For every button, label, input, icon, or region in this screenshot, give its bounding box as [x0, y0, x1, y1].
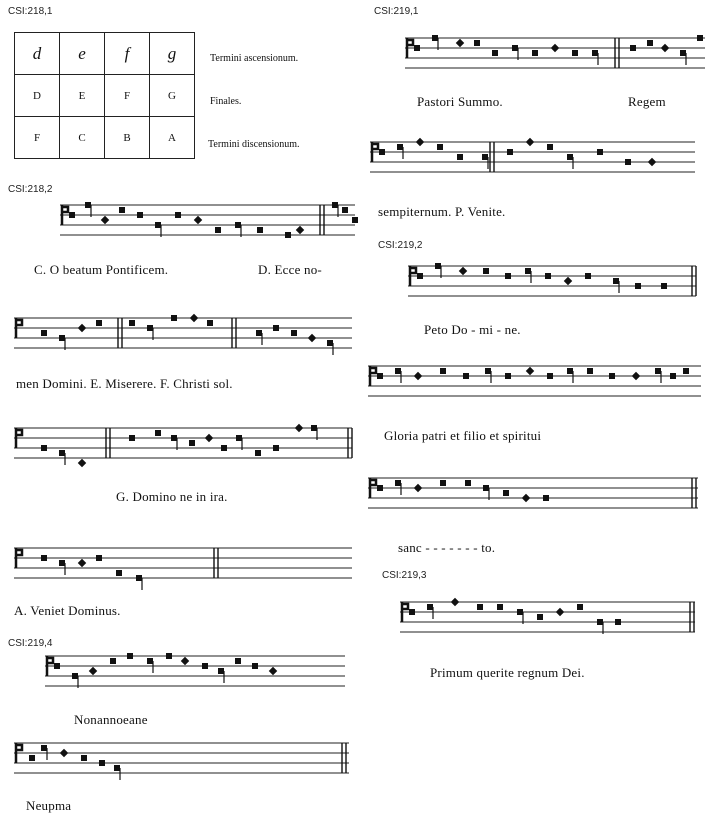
punctum-note	[155, 222, 161, 228]
punctum-note	[537, 614, 543, 620]
rhombus-note	[661, 44, 669, 52]
punctum-note	[545, 273, 551, 279]
punctum-note	[236, 435, 242, 441]
tag-csi-218-1: CSI:218,1	[8, 6, 53, 17]
chant-staff	[45, 646, 345, 696]
caption-218-2-c: men Domini. E. Miserere. F. Christi sol.	[16, 376, 233, 391]
mode-cell: E	[60, 75, 105, 117]
tag-csi-219-1: CSI:219,1	[374, 6, 419, 17]
punctum-note	[207, 320, 213, 326]
punctum-note	[235, 222, 241, 228]
punctum-note	[395, 368, 401, 374]
punctum-note	[517, 609, 523, 615]
punctum-note	[409, 609, 415, 615]
mode-cell: G	[150, 75, 195, 117]
chant-staff	[60, 195, 355, 245]
rhombus-note	[456, 39, 464, 47]
rhombus-note	[78, 324, 86, 332]
punctum-note	[615, 619, 621, 625]
punctum-note	[697, 35, 703, 41]
punctum-note	[477, 604, 483, 610]
punctum-note	[417, 273, 423, 279]
mode-cell: f	[105, 33, 150, 75]
mode-cell: d	[15, 33, 60, 75]
punctum-note	[69, 212, 75, 218]
caption-219-2-c: sanc - - - - - - - to.	[398, 540, 496, 555]
punctum-note	[116, 570, 122, 576]
punctum-note	[110, 658, 116, 664]
punctum-note	[221, 445, 227, 451]
rhombus-note	[78, 459, 86, 467]
punctum-note	[171, 315, 177, 321]
punctum-note	[72, 673, 78, 679]
chant-staff	[370, 132, 695, 182]
punctum-note	[497, 604, 503, 610]
rhombus-note	[269, 667, 277, 675]
punctum-note	[567, 154, 573, 160]
chant-staff	[14, 733, 349, 783]
punctum-note	[587, 368, 593, 374]
punctum-note	[41, 555, 47, 561]
caption-219-4-b: Neupma	[26, 798, 72, 813]
punctum-note	[147, 658, 153, 664]
punctum-note	[465, 480, 471, 486]
punctum-note	[81, 755, 87, 761]
punctum-note	[235, 658, 241, 664]
rhombus-note	[564, 277, 572, 285]
punctum-note	[129, 320, 135, 326]
punctum-note	[457, 154, 463, 160]
rhombus-note	[308, 334, 316, 342]
punctum-note	[41, 745, 47, 751]
punctum-note	[483, 485, 489, 491]
rhombus-note	[632, 372, 640, 380]
rhombus-note	[451, 598, 459, 606]
mode-cell: e	[60, 33, 105, 75]
mode-table-row-ascensionum	[15, 33, 195, 75]
tag-csi-219-2: CSI:219,2	[378, 240, 423, 251]
punctum-note	[547, 144, 553, 150]
punctum-note	[585, 273, 591, 279]
mode-table	[14, 32, 195, 159]
punctum-note	[59, 450, 65, 456]
mode-cell: C	[60, 117, 105, 159]
punctum-note	[609, 373, 615, 379]
punctum-note	[432, 35, 438, 41]
rhombus-note	[60, 749, 68, 757]
caption-219-1-a: Pastori Summo.	[417, 94, 503, 109]
punctum-note	[427, 604, 433, 610]
rhombus-note	[89, 667, 97, 675]
mode-cell: F	[15, 117, 60, 159]
chant-staff	[405, 28, 705, 78]
punctum-note	[437, 144, 443, 150]
punctum-note	[532, 50, 538, 56]
punctum-note	[485, 368, 491, 374]
caption-219-2-b: Gloria patri et filio et spiritui	[384, 428, 542, 443]
mode-cell: F	[105, 75, 150, 117]
chant-staff	[14, 538, 352, 588]
punctum-note	[41, 445, 47, 451]
tag-csi-218-2: CSI:218,2	[8, 184, 53, 195]
punctum-note	[215, 227, 221, 233]
punctum-note	[291, 330, 297, 336]
punctum-note	[630, 45, 636, 51]
punctum-note	[463, 373, 469, 379]
punctum-note	[647, 40, 653, 46]
punctum-note	[127, 653, 133, 659]
punctum-note	[175, 212, 181, 218]
punctum-note	[503, 490, 509, 496]
mode-cell: D	[15, 75, 60, 117]
punctum-note	[114, 765, 120, 771]
caption-219-2-a: Peto Do - mi - ne.	[424, 322, 521, 337]
punctum-note	[613, 278, 619, 284]
rhombus-note	[526, 138, 534, 146]
rhombus-note	[414, 484, 422, 492]
rhombus-note	[522, 494, 530, 502]
tag-csi-219-3: CSI:219,3	[382, 570, 427, 581]
punctum-note	[85, 202, 91, 208]
punctum-note	[273, 325, 279, 331]
punctum-note	[397, 144, 403, 150]
punctum-note	[59, 560, 65, 566]
punctum-note	[440, 480, 446, 486]
mode-row-label: Termini ascensionum.	[210, 53, 299, 64]
rhombus-note	[459, 267, 467, 275]
mode-row-label: Finales.	[210, 96, 242, 107]
mode-cell: B	[105, 117, 150, 159]
chant-staff	[368, 468, 698, 518]
punctum-note	[683, 368, 689, 374]
punctum-note	[440, 368, 446, 374]
rhombus-note	[205, 434, 213, 442]
mode-table-row-discensionum	[15, 117, 195, 159]
punctum-note	[482, 154, 488, 160]
chant-staff	[400, 592, 695, 642]
punctum-note	[311, 425, 317, 431]
punctum-note	[577, 604, 583, 610]
punctum-note	[255, 450, 261, 456]
punctum-note	[395, 480, 401, 486]
rhombus-note	[181, 657, 189, 665]
punctum-note	[543, 495, 549, 501]
rhombus-note	[194, 216, 202, 224]
tag-csi-219-4: CSI:219,4	[8, 638, 53, 649]
punctum-note	[483, 268, 489, 274]
punctum-note	[507, 149, 513, 155]
punctum-note	[435, 263, 441, 269]
punctum-note	[567, 368, 573, 374]
chant-staff	[408, 256, 696, 306]
punctum-note	[155, 430, 161, 436]
punctum-note	[592, 50, 598, 56]
punctum-note	[273, 445, 279, 451]
punctum-note	[377, 373, 383, 379]
rhombus-note	[556, 608, 564, 616]
rhombus-note	[648, 158, 656, 166]
punctum-note	[129, 435, 135, 441]
punctum-note	[54, 663, 60, 669]
caption-218-2-d: G. Domino ne in ira.	[116, 489, 228, 504]
rhombus-note	[101, 216, 109, 224]
rhombus-note	[551, 44, 559, 52]
punctum-note	[635, 283, 641, 289]
punctum-note	[505, 273, 511, 279]
punctum-note	[41, 330, 47, 336]
mode-table-row-finales	[15, 75, 195, 117]
rhombus-note	[295, 424, 303, 432]
punctum-note	[379, 149, 385, 155]
rhombus-note	[526, 367, 534, 375]
punctum-note	[474, 40, 480, 46]
rhombus-note	[190, 314, 198, 322]
punctum-note	[171, 435, 177, 441]
punctum-note	[29, 755, 35, 761]
punctum-note	[655, 368, 661, 374]
punctum-note	[661, 283, 667, 289]
punctum-note	[377, 485, 383, 491]
punctum-note	[257, 227, 263, 233]
punctum-note	[202, 663, 208, 669]
rhombus-note	[78, 559, 86, 567]
punctum-note	[96, 320, 102, 326]
punctum-note	[137, 212, 143, 218]
punctum-note	[414, 45, 420, 51]
punctum-note	[332, 202, 338, 208]
punctum-note	[670, 373, 676, 379]
caption-219-4-a: Nonannoeane	[74, 712, 148, 727]
punctum-note	[547, 373, 553, 379]
chant-staff	[14, 418, 352, 468]
caption-219-1-b: Regem	[628, 94, 666, 109]
chant-staff	[368, 356, 701, 406]
punctum-note	[597, 619, 603, 625]
punctum-note	[147, 325, 153, 331]
rhombus-note	[296, 226, 304, 234]
punctum-note	[96, 555, 102, 561]
mode-row-label: Termini discensionum.	[208, 139, 300, 150]
punctum-note	[99, 760, 105, 766]
punctum-note	[597, 149, 603, 155]
punctum-note	[59, 335, 65, 341]
punctum-note	[256, 330, 262, 336]
punctum-note	[166, 653, 172, 659]
chant-staff	[14, 308, 352, 358]
rhombus-note	[414, 372, 422, 380]
punctum-note	[119, 207, 125, 213]
caption-219-3-a: Primum querite regnum Dei.	[430, 665, 585, 680]
mode-cell: A	[150, 117, 195, 159]
punctum-note	[680, 50, 686, 56]
punctum-note	[252, 663, 258, 669]
punctum-note	[625, 159, 631, 165]
punctum-note	[492, 50, 498, 56]
punctum-note	[285, 232, 291, 238]
punctum-note	[327, 340, 333, 346]
punctum-note	[189, 440, 195, 446]
punctum-note	[572, 50, 578, 56]
punctum-note	[525, 268, 531, 274]
punctum-note	[136, 575, 142, 581]
caption-218-2-b: D. Ecce no-	[258, 262, 322, 277]
caption-218-2-a: C. O beatum Pontificem.	[34, 262, 169, 277]
punctum-note	[505, 373, 511, 379]
punctum-note	[342, 207, 348, 213]
caption-219-1-c: sempiternum. P. Venite.	[378, 204, 506, 219]
punctum-note	[512, 45, 518, 51]
punctum-note	[352, 217, 358, 223]
mode-cell: g	[150, 33, 195, 75]
caption-218-2-e: A. Veniet Dominus.	[14, 603, 121, 618]
rhombus-note	[416, 138, 424, 146]
punctum-note	[218, 668, 224, 674]
